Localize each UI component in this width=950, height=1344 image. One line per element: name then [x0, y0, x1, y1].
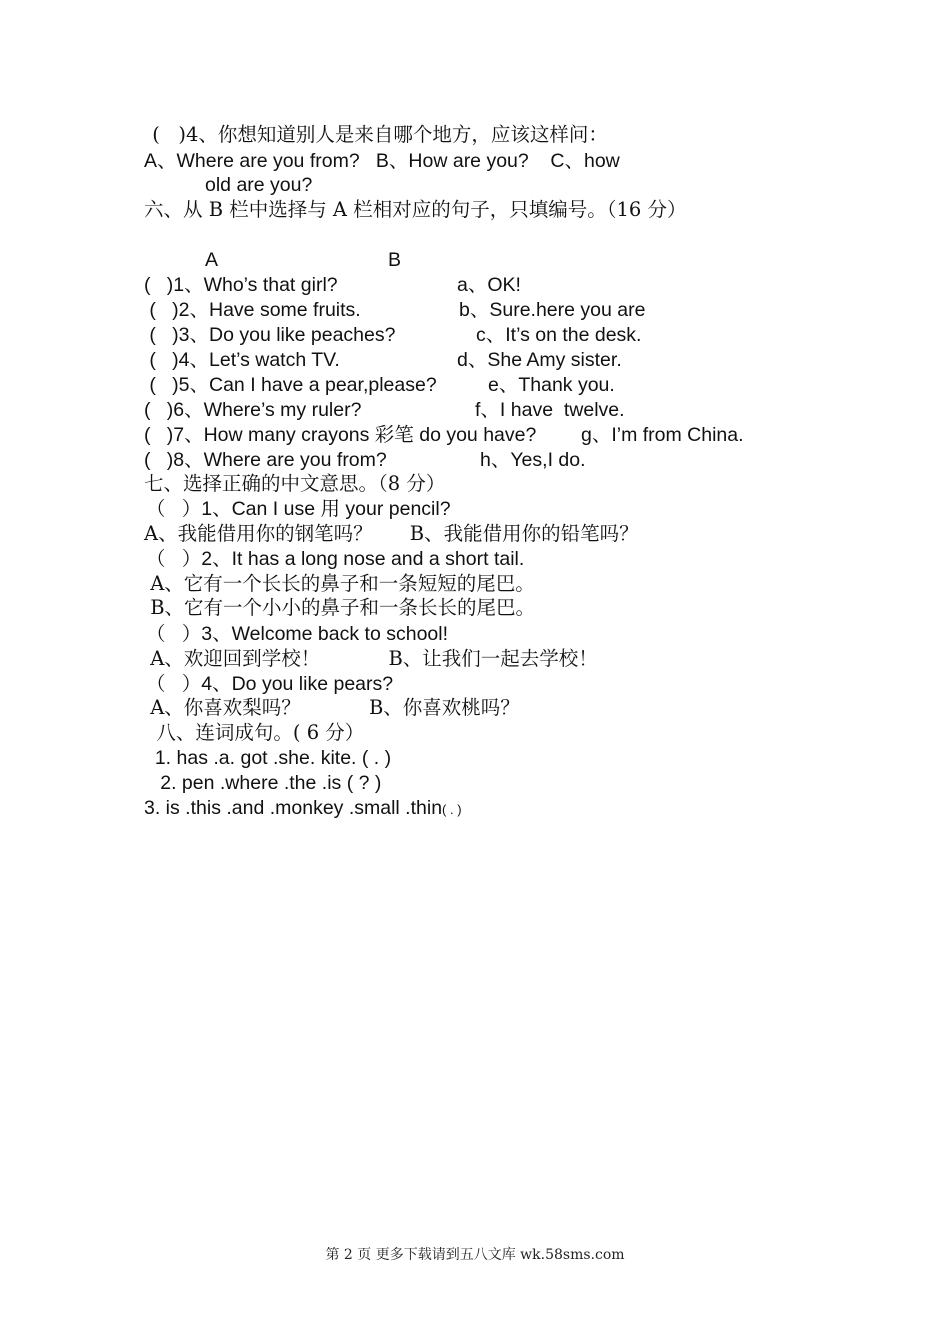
- match-row-a-8: ( )8、Where are you from?: [144, 449, 387, 471]
- match-row-a-3: ( )3、Do you like peaches?: [144, 324, 396, 346]
- question-4-stem: ( )4、你想知道别人是来自哪个地方，应该这样问：: [146, 123, 608, 146]
- column-a-header: A: [205, 249, 219, 271]
- section-7-title: 七、选择正确的中文意思。（8 分）: [144, 472, 446, 495]
- column-b-header: B: [388, 249, 402, 271]
- question-4-options: A、Where are you from? B、How are you? C、how: [144, 150, 620, 172]
- section-7-question-2-option-b: B、它有一个小小的鼻子和一条长长的尾巴。: [144, 596, 536, 619]
- match-row-b-3: c、It’s on the desk.: [476, 324, 642, 346]
- section-8-title: 八、连词成句。( 6 分）: [144, 721, 365, 744]
- match-row-a-1: ( )1、Who’s that girl?: [144, 274, 338, 296]
- section-6-title: 六、从 B 栏中选择与 A 栏相对应的句子，只填编号。（16 分）: [144, 198, 687, 221]
- section-7-question-2: （ ）2、It has a long nose and a short tail.: [146, 548, 525, 570]
- section-7-question-1: （ ）1、Can I use 用 your pencil?: [146, 498, 451, 520]
- section-7-question-4-options: A、你喜欢梨吗？ B、你喜欢桃吗？: [144, 696, 520, 719]
- section-8-question-2: 2. pen .where .the .is ( ? ): [144, 772, 382, 794]
- question-4-options-continued: old are you?: [205, 174, 313, 196]
- section-8-question-3: [144, 796, 462, 822]
- section-8-question-1: 1. has .a. got .she. kite. ( . ): [144, 747, 392, 769]
- match-row-b-4: d、She Amy sister.: [457, 349, 622, 371]
- section-7-question-3: （ ）3、Welcome back to school!: [146, 623, 449, 645]
- section-7-question-2-option-a: A、它有一个长长的鼻子和一条短短的尾巴。: [144, 572, 535, 595]
- match-row-b-6: f、I have twelve.: [475, 399, 625, 421]
- match-row-b-2: b、Sure.here you are: [459, 299, 646, 321]
- page-footer: 第 2 页 更多下载请到五八文库 wk.58sms.com: [325, 1247, 625, 1263]
- section-8-question-3-words: 3. is .this .and .monkey .small .thin: [144, 797, 443, 819]
- section-7-question-3-options: A、欢迎回到学校！ B、让我们一起去学校！: [144, 647, 598, 670]
- match-row-a-4: ( )4、Let’s watch TV.: [144, 349, 340, 371]
- match-row-b-5: e、Thank you.: [488, 374, 615, 396]
- match-row-a-7: ( )7、How many crayons 彩笔 do you have?: [144, 424, 537, 446]
- match-row-b-7: g、I’m from China.: [581, 424, 744, 446]
- match-row-b-1: a、OK!: [457, 274, 521, 296]
- section-8-question-3-punct: ( . ): [442, 802, 462, 817]
- match-row-a-2: ( )2、Have some fruits.: [144, 299, 361, 321]
- match-row-b-8: h、Yes,I do.: [480, 449, 586, 471]
- match-row-a-5: ( )5、Can I have a pear,please?: [144, 374, 437, 396]
- match-row-a-6: ( )6、Where’s my ruler?: [144, 399, 362, 421]
- section-7-question-1-options: A、我能借用你的钢笔吗？ B、我能借用你的铅笔吗？: [144, 522, 639, 545]
- section-7-question-4: （ ）4、Do you like pears?: [146, 673, 394, 695]
